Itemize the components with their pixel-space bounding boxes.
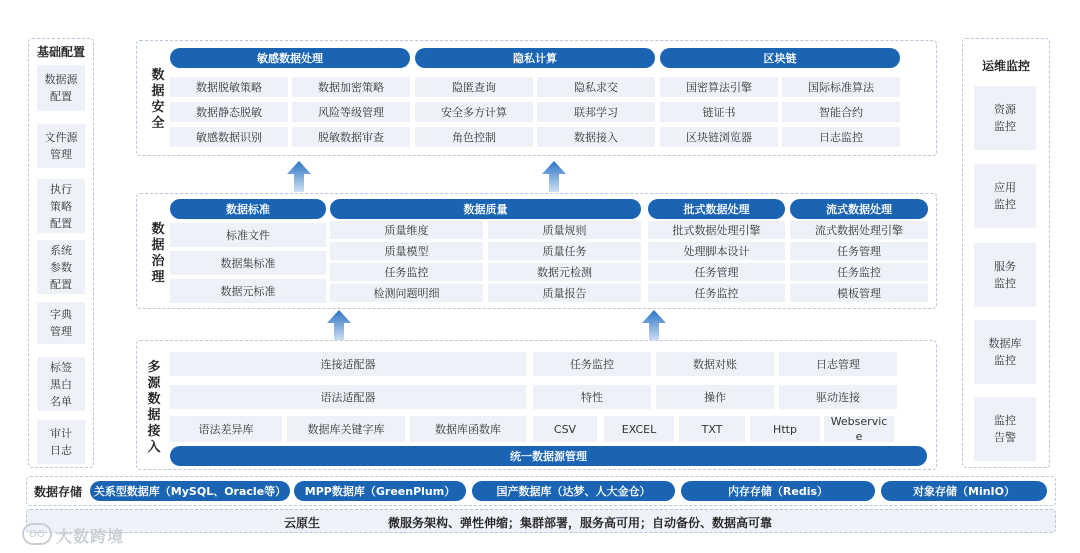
security-cell: 数据脱敏策略 (170, 77, 288, 97)
security-cell: 国际标准算法 (782, 77, 900, 97)
storage-item: 内存存储（Redis） (681, 481, 875, 501)
quality-cell: 质量模型 (330, 242, 483, 260)
left-panel-title: 基础配置 (36, 45, 85, 59)
access-cell: 操作 (656, 385, 774, 409)
security-cell: 隐匿查询 (415, 77, 533, 97)
security-cell: 安全多方计算 (415, 102, 533, 122)
quality-cell: 数据元检测 (488, 263, 641, 281)
access-cell: 语法适配器 (170, 385, 526, 409)
access-cell: 驱动连接 (779, 385, 897, 409)
access-cell: 数据对账 (656, 352, 774, 376)
security-cell: 隐私求交 (537, 77, 655, 97)
security-cell: 数据接入 (537, 127, 655, 147)
left-config-item: 标签 黑白 名单 (37, 357, 85, 411)
security-cell: 国密算法引擎 (660, 77, 778, 97)
storage-item: 对象存储（MinIO） (881, 481, 1047, 501)
security-cell: 智能合约 (782, 102, 900, 122)
security-cell: 敏感数据识别 (170, 127, 288, 147)
right-monitor-item: 服务 监控 (974, 243, 1036, 307)
storage-item: 国产数据库（达梦、人大金仓） (472, 481, 675, 501)
batch-cell: 任务监控 (648, 284, 785, 302)
right-monitor-item: 监控 告警 (974, 397, 1036, 461)
quality-cell: 质量任务 (488, 242, 641, 260)
quality-cell: 质量报告 (488, 284, 641, 302)
arrow-up-icon (641, 309, 667, 341)
security-title: 数据安全 (151, 68, 165, 131)
storage-label: 数据存储 (34, 485, 83, 499)
governance-title: 数据治理 (151, 222, 165, 285)
watermark-logo-icon: DO (22, 523, 52, 545)
access-title: 多源数据接入 (147, 360, 161, 455)
storage-item: MPP数据库（GreenPlum） (294, 481, 466, 501)
security-cell: 链证书 (660, 102, 778, 122)
arrow-up-icon (541, 160, 567, 192)
right-panel-title: 运维监控 (981, 59, 1030, 73)
security-cell: 区块链浏览器 (660, 127, 778, 147)
watermark-text: 大数跨境 (56, 527, 125, 546)
access-cell: 任务监控 (533, 352, 651, 376)
right-monitor-item: 资源 监控 (974, 86, 1036, 150)
access-cell: 数据库关键字库 (287, 416, 405, 442)
access-cell: 数据库函数库 (410, 416, 526, 442)
batch-cell: 任务管理 (648, 263, 785, 281)
access-cell: 日志管理 (779, 352, 897, 376)
standard-header: 数据标准 (170, 199, 326, 219)
left-config-item: 执行 策略 配置 (37, 179, 85, 233)
security-cell: 数据静态脱敏 (170, 102, 288, 122)
security-cell: 脱敏数据审查 (292, 127, 410, 147)
right-monitor-item: 数据库 监控 (974, 320, 1036, 384)
standard-cell: 数据元标准 (170, 279, 326, 303)
quality-cell: 质量规则 (488, 221, 641, 239)
security-cell: 风险等级管理 (292, 102, 410, 122)
security-group-header: 区块链 (660, 48, 900, 68)
access-cell: CSV (533, 416, 597, 442)
stream-cell: 任务监控 (790, 263, 928, 281)
unified-source-bar: 统一数据源管理 (170, 446, 927, 466)
left-config-item: 审计 日志 (37, 420, 85, 464)
batch-cell: 处理脚本设计 (648, 242, 785, 260)
stream-header: 流式数据处理 (790, 199, 928, 219)
standard-cell: 标准文件 (170, 223, 326, 247)
access-cell: Http (750, 416, 820, 442)
cloud-text: 微服务架构、弹性伸缩；集群部署，服务高可用；自动备份、数据高可靠 (388, 516, 773, 530)
stream-cell: 模板管理 (790, 284, 928, 302)
stream-cell: 任务管理 (790, 242, 928, 260)
access-cell: 特性 (533, 385, 651, 409)
left-config-item: 系统 参数 配置 (37, 240, 85, 294)
left-config-item: 数据源 配置 (37, 65, 85, 111)
quality-header: 数据质量 (330, 199, 641, 219)
left-config-item: 字典 管理 (37, 302, 85, 344)
arrow-up-icon (326, 309, 352, 341)
security-cell: 角色控制 (415, 127, 533, 147)
access-cell: 连接适配器 (170, 352, 526, 376)
storage-item: 关系型数据库（MySQL、Oracle等） (90, 481, 290, 501)
right-monitor-item: 应用 监控 (974, 164, 1036, 228)
batch-header: 批式数据处理 (648, 199, 785, 219)
access-cell: 语法差异库 (170, 416, 282, 442)
quality-cell: 检测问题明细 (330, 284, 483, 302)
security-cell: 联邦学习 (537, 102, 655, 122)
security-group-header: 隐私计算 (415, 48, 655, 68)
left-config-item: 文件源 管理 (37, 124, 85, 168)
standard-cell: 数据集标准 (170, 251, 326, 275)
access-cell: Webservic e (824, 416, 894, 442)
batch-cell: 批式数据处理引擎 (648, 221, 785, 239)
access-cell: TXT (679, 416, 745, 442)
security-group-header: 敏感数据处理 (170, 48, 410, 68)
arrow-up-icon (286, 160, 312, 192)
cloud-label: 云原生 (284, 516, 321, 530)
access-cell: EXCEL (604, 416, 674, 442)
quality-cell: 质量维度 (330, 221, 483, 239)
security-cell: 数据加密策略 (292, 77, 410, 97)
quality-cell: 任务监控 (330, 263, 483, 281)
security-cell: 日志监控 (782, 127, 900, 147)
stream-cell: 流式数据处理引擎 (790, 221, 928, 239)
